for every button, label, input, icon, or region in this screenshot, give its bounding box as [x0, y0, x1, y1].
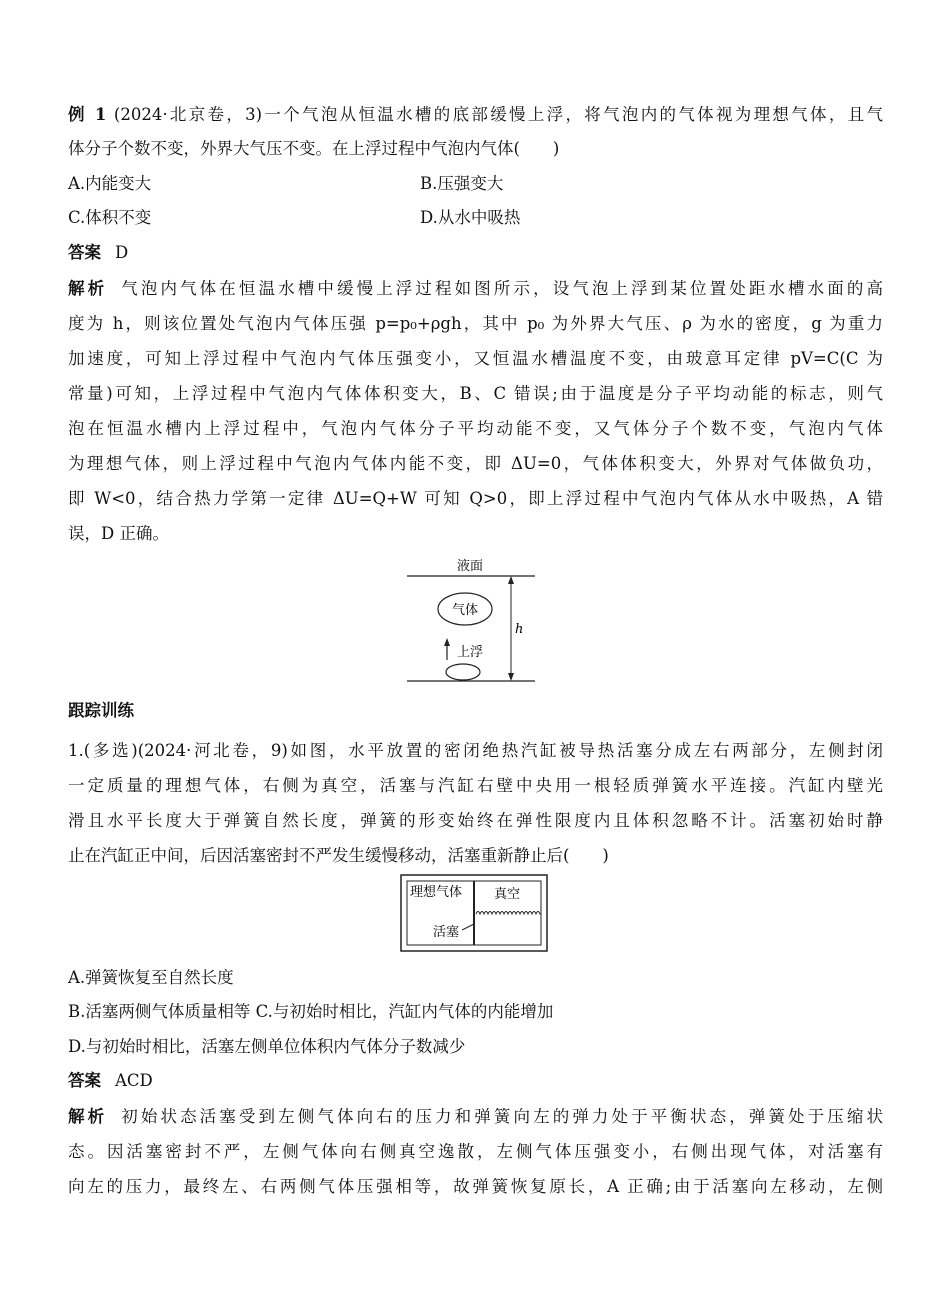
- spring-icon: [476, 912, 541, 915]
- cylinder-figure: [400, 874, 550, 954]
- analysis-label: 解析: [68, 279, 108, 298]
- q1-analysis-line: 向左的压力，最终左、右两侧气体压强相等，故弹簧恢复原长，A 正确;由于活塞向左移动，左侧: [68, 1177, 883, 1196]
- example1-analysis-line: 泡在恒温水槽内上浮过程中，气泡内气体分子平均动能不变，又气体分子个数不变，气泡内气体: [68, 419, 883, 438]
- example1-analysis-line: [68, 272, 883, 306]
- height-label: h: [515, 622, 524, 637]
- surface-label: 液面: [457, 559, 484, 574]
- height-arrow-bottom: [508, 673, 514, 681]
- example1-text-1: (2024·北京卷，3)一个气泡从恒温水槽的底部缓慢上浮，将气泡内的气体视为理想气体，且气: [113, 105, 883, 124]
- q1-answer: [68, 1064, 883, 1098]
- example1-analysis-line: 度为 h，则该位置处气泡内气体压强 p=p₀+ρgh，其中 p₀ 为外界大气压、ρ 为水的密度，g 为重力: [68, 314, 883, 333]
- ideal-gas-label: 理想气体: [410, 885, 463, 900]
- piston-leader-line: [462, 924, 474, 930]
- analysis-text: 气泡内气体在恒温水槽中缓慢上浮过程如图所示，设气泡上浮到某位置处距水槽水面的高: [121, 279, 884, 298]
- example1-option-c: C.体积不变: [68, 208, 152, 227]
- q1-line: 滑且水平长度大于弹簧自然长度，弹簧的形变始终在弹性限度内且体积忽略不计。活塞初始时静: [68, 811, 883, 830]
- analysis-label: 解析: [68, 1107, 108, 1126]
- example1-analysis-line: 误，D 正确。: [68, 524, 169, 543]
- example1-analysis-line: 常量)可知，上浮过程中气泡内气体体积变大，B、C 错误;由于温度是分子平均动能的标志，则气: [68, 384, 883, 403]
- q1-line: 止在汽缸正中间，后因活塞密封不严发生缓慢移动，活塞重新静止后( ): [68, 846, 609, 865]
- q1-analysis-line: [68, 1100, 883, 1134]
- q1-option-a: A.弹簧恢复至自然长度: [68, 968, 234, 987]
- answer-label: 答案: [68, 1071, 101, 1090]
- example1-line-1: [68, 98, 883, 132]
- q1-line: 1.(多选)(2024·河北卷，9)如图，水平放置的密闭绝热汽缸被导热活塞分成左右两部分，左侧封闭: [68, 741, 883, 760]
- example1-analysis-line: 加速度，可知上浮过程中气泡内气体压强变小，又恒温水槽温度不变，由玻意耳定律 pV=C(C 为: [68, 349, 883, 368]
- small-bubble: [446, 664, 480, 680]
- example1-analysis-line: 为理想气体，则上浮过程中气泡内气体内能不变，即 ΔU=0，气体体积变大，外界对气体做负功，: [68, 454, 883, 473]
- example1-prefix: 例 1: [68, 105, 107, 124]
- answer-label: 答案: [68, 243, 101, 262]
- gas-label: 气体: [452, 603, 479, 618]
- example1-line-2: 体分子个数不变，外界大气压不变。在上浮过程中气泡内气体( ): [68, 139, 560, 158]
- q1-option-d: D.与初始时相比，活塞左侧单位体积内气体分子数减少: [68, 1037, 466, 1056]
- training-heading: 跟踪训练: [68, 701, 134, 720]
- piston-label: 活塞: [433, 925, 460, 940]
- q1-line: 一定质量的理想气体，右侧为真空，活塞与汽缸右壁中央用一根轻质弹簧水平连接。汽缸内壁光: [68, 776, 883, 795]
- example1-option-d: D.从水中吸热: [420, 208, 521, 227]
- rise-label: 上浮: [457, 645, 484, 660]
- example1-option-b: B.压强变大: [420, 174, 504, 193]
- q1-analysis-line: 态。因活塞密封不严，左侧气体向右侧真空逸散，左侧气体压强变小，右侧出现气体，对活塞有: [68, 1142, 883, 1161]
- q1-option-bc: B.活塞两侧气体质量相等 C.与初始时相比，汽缸内气体的内能增加: [68, 1002, 554, 1021]
- vacuum-label: 真空: [494, 887, 521, 902]
- example1-answer: [68, 236, 883, 270]
- example1-analysis-line: 即 W<0，结合热力学第一定律 ΔU=Q+W 可知 Q>0，即上浮过程中气泡内气体从水中吸热，A 错: [68, 489, 883, 508]
- analysis-text: 初始状态活塞受到左侧气体向右的压力和弹簧向左的弹力处于平衡状态，弹簧处于压缩状: [121, 1107, 884, 1126]
- bubble-figure: [405, 556, 545, 686]
- example1-option-a: A.内能变大: [68, 174, 152, 193]
- rise-arrowhead-icon: [444, 638, 450, 646]
- answer-value: ACD: [115, 1071, 153, 1090]
- height-arrow-top: [508, 576, 514, 584]
- answer-value: D: [115, 243, 129, 262]
